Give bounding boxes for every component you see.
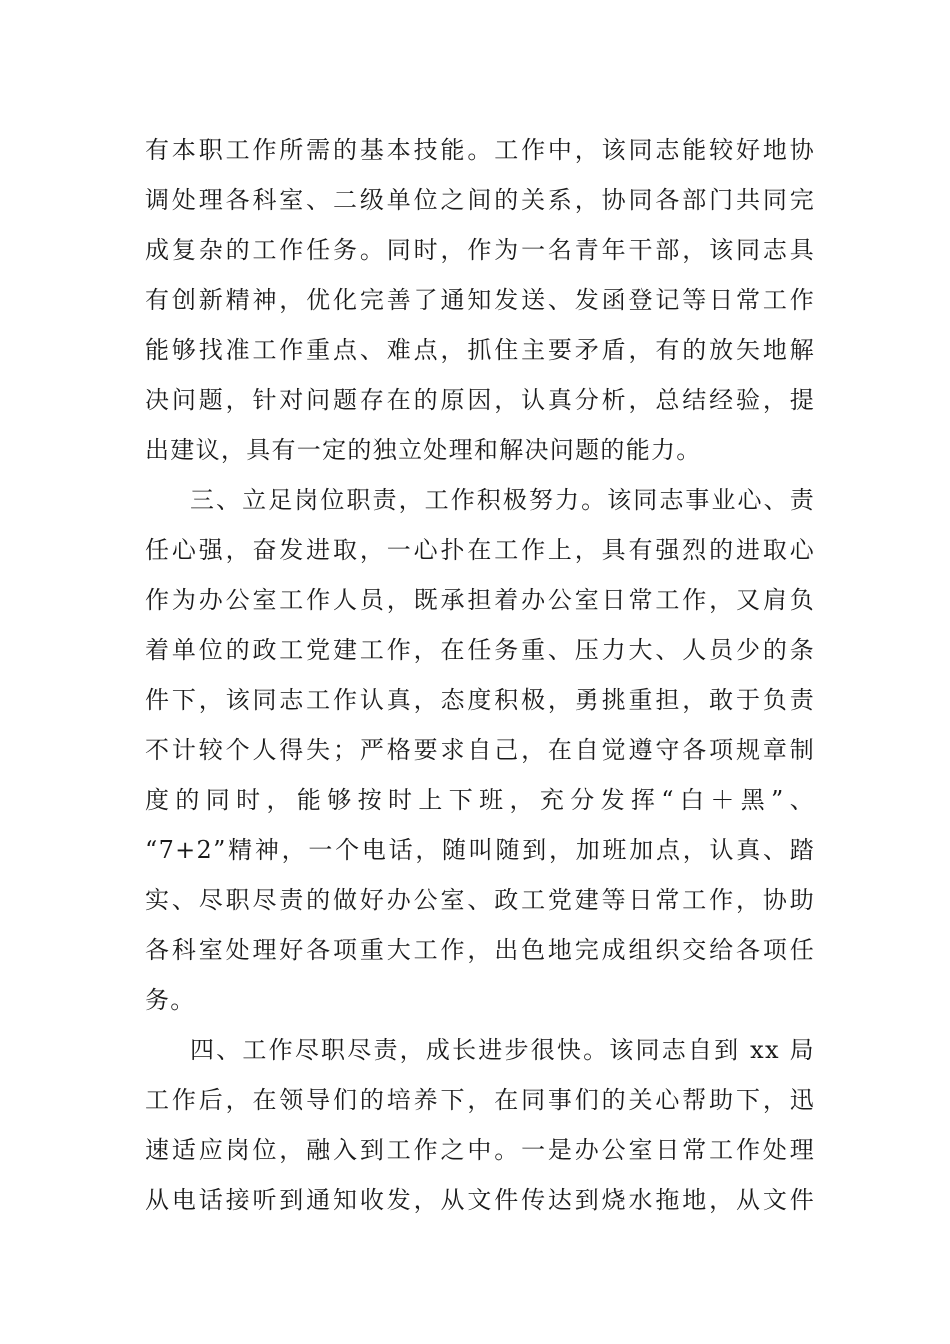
text-line: 调处理各科室、二级单位之间的关系，协同各部门共同完 bbox=[145, 186, 815, 214]
text-line: 件下，该同志工作认真，态度积极，勇挑重担，敢于负责 bbox=[145, 686, 815, 714]
text-line: 能够找准工作重点、难点，抓住主要矛盾，有的放矢地解 bbox=[145, 336, 815, 364]
text-line: 工作后，在领导们的培养下，在同事们的关心帮助下，迅 bbox=[145, 1086, 815, 1114]
text-line: 决问题，针对问题存在的原因，认真分析，总结经验，提 bbox=[145, 386, 815, 414]
text-line: 有本职工作所需的基本技能。工作中，该同志能较好地协 bbox=[145, 136, 815, 164]
text-line: 实、尽职尽责的做好办公室、政工党建等日常工作，协助 bbox=[145, 886, 815, 914]
text-line: 出建议，具有一定的独立处理和解决问题的能力。 bbox=[145, 436, 702, 464]
paragraph-heading-line: 四、工作尽职尽责，成长进步很快。该同志自到 xx 局 bbox=[190, 1036, 815, 1064]
text-line: 务。 bbox=[145, 986, 196, 1014]
text-line: 速适应岗位，融入到工作之中。一是办公室日常工作处理 bbox=[145, 1136, 815, 1164]
text-line: 从电话接听到通知收发，从文件传达到烧水拖地，从文件 bbox=[145, 1186, 815, 1214]
text-line: 不计较个人得失；严格要求自己，在自觉遵守各项规章制 bbox=[145, 736, 815, 764]
text-line: 有创新精神，优化完善了通知发送、发函登记等日常工作 bbox=[145, 286, 815, 314]
text-line: 成复杂的工作任务。同时，作为一名青年干部，该同志具 bbox=[145, 236, 815, 264]
text-line: 着单位的政工党建工作，在任务重、压力大、人员少的条 bbox=[145, 636, 815, 664]
paragraph-heading-line: 三、立足岗位职责，工作积极努力。该同志事业心、责 bbox=[190, 486, 815, 514]
text-line: “7+2”精神，一个电话，随叫随到，加班加点，认真、踏 bbox=[145, 836, 815, 864]
text-line: 各科室处理好各项重大工作，出色地完成组织交给各项任 bbox=[145, 936, 815, 964]
text-line: 度的同时，能够按时上下班，充分发挥“白＋黑”、 bbox=[145, 786, 815, 814]
text-line: 任心强，奋发进取，一心扑在工作上，具有强烈的进取心 bbox=[145, 536, 815, 564]
text-line: 作为办公室工作人员，既承担着办公室日常工作，又肩负 bbox=[145, 586, 815, 614]
